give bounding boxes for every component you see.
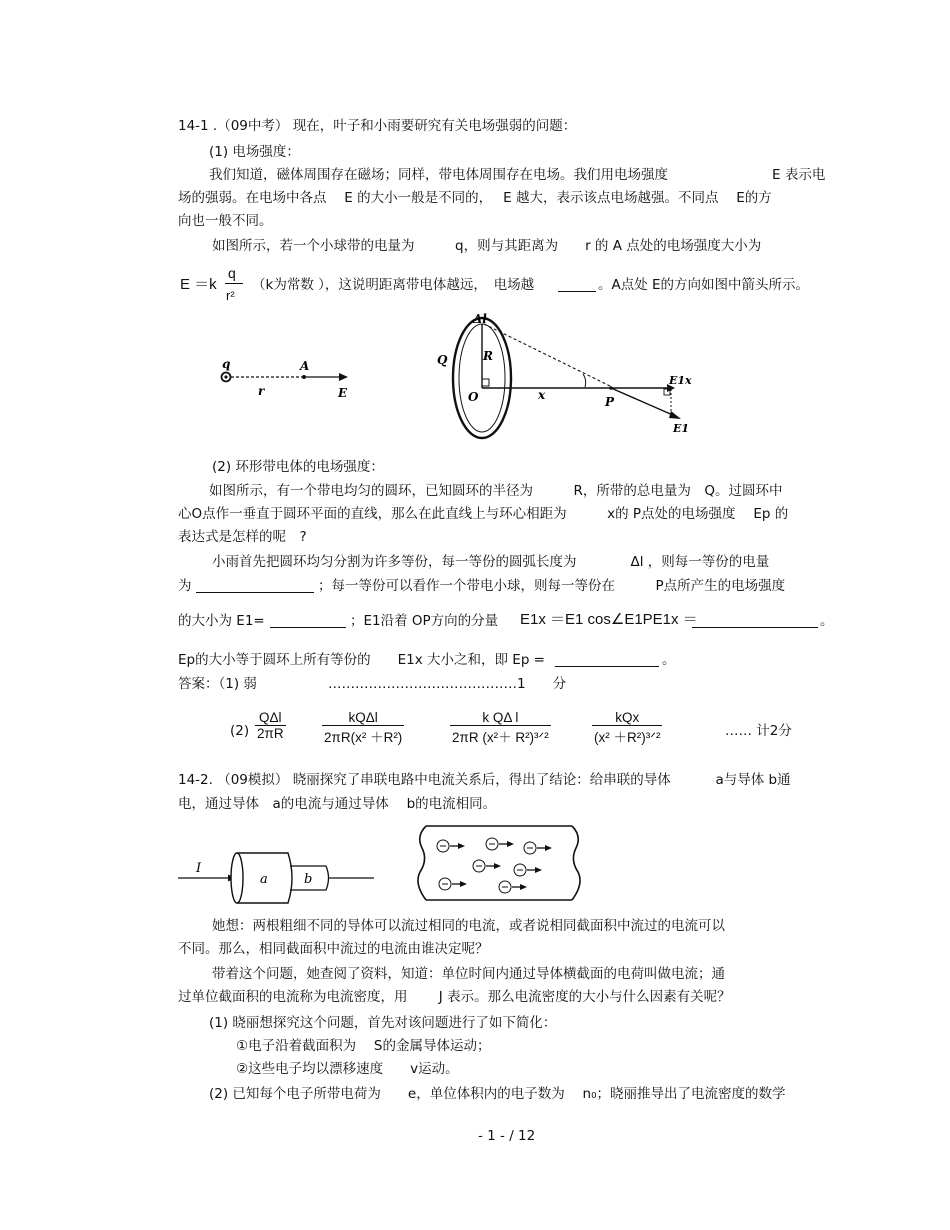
problem2-item1: ①电子沿着截面积为 S的金属导体运动； — [236, 1038, 491, 1054]
answer-fraction-2-num: kQΔl — [322, 710, 404, 726]
problem2-header-line2: 电，通过导体 a的电流与通过导体 b的电流相同。 — [178, 796, 497, 812]
problem2-header-line1: 14-2. （09模拟） 晓丽探究了串联电路中电流关系后，得出了结论：给串联的导体 a与导体 b通 — [178, 772, 791, 788]
formula-fraction-bar — [225, 283, 243, 284]
answer-fraction-3 — [450, 710, 551, 746]
answer-line2-score: …… 计2分 — [725, 723, 792, 739]
arrow-E-icon — [339, 373, 348, 381]
answer-fraction-1-den: 2πR — [257, 726, 284, 741]
problem1-header: 14-1 .（09中考） 现在，叶子和小雨要研究有关电场强弱的问题： — [178, 118, 577, 134]
paragraph2-line2-b: 。A点处 E的方向如图中箭头所示。 — [598, 277, 810, 293]
paragraph2-line2-a: （k为常数 ），这说明距离带电体越远， 电场越 — [252, 277, 535, 293]
answer-fraction-1-num: QΔl — [255, 710, 286, 726]
label-Q: Q — [437, 353, 448, 367]
paragraph1-line2: 场的强弱。在电场中各点 E 的大小一般是不同的， E 越大，表示该点电场越强。不同点 E的方 — [178, 190, 772, 206]
section1-title: (1) 电场强度： — [209, 144, 300, 160]
formula-E1x: E1x ＝E1 cos∠E1PE1x ＝ — [520, 611, 698, 628]
answer-blank-E1 — [270, 613, 346, 628]
label-O: O — [468, 390, 479, 404]
paragraph4-line4-end: 。 — [662, 652, 676, 668]
paragraph2-line1: 如图所示，若一个小球带的电量为 q，则与其距离为 r 的 A 点处的电场强度大小为 — [212, 238, 762, 254]
electron-icon — [473, 860, 501, 872]
formula-q: q — [228, 265, 236, 281]
figure-conductors — [176, 840, 381, 910]
answer-line2-label: (2) — [230, 723, 250, 739]
electron-icon — [437, 840, 465, 852]
label-r: r — [258, 384, 265, 398]
section2-title: (2) 环形带电体的电场强度： — [212, 459, 384, 475]
answer-fraction-4-num: kQx — [592, 710, 662, 726]
problem2-item2: ②这些电子均以漂移速度 v运动。 — [236, 1061, 459, 1077]
paragraph4-line3-a: 的大小为 E1= — [178, 613, 265, 629]
paragraph3-line1: 如图所示，有一个带电均匀的圆环，已知圆环的半径为 R，所带的总电量为 Q。过圆环中 — [209, 483, 783, 499]
paragraph4-line3-b: ；E1沿着 OP方向的分量 — [350, 613, 499, 629]
electron-icon — [524, 842, 552, 854]
label-x: x — [538, 388, 546, 402]
answer-fraction-2 — [322, 710, 404, 746]
electron-icon — [514, 864, 542, 876]
electron-icon — [499, 881, 527, 893]
answer-blank-Ep — [555, 652, 659, 667]
answer-fraction-1 — [255, 710, 286, 741]
formula-r2: r² — [226, 288, 235, 303]
answer-blank-E1x — [692, 613, 818, 628]
formula-E-prefix: E ＝k — [180, 276, 217, 293]
paragraph3-line3: 表达式是怎样的呢 ? — [178, 529, 307, 545]
figure-charged-ring — [435, 312, 705, 442]
paragraph4-line2-b: ；每一等份可以看作一个带电小球，则每一等份在 P点所产生的电场强度 — [318, 578, 786, 594]
label-q: q — [222, 357, 231, 371]
answer-fraction-4-den: (x² ＋R²)³ᐟ² — [594, 730, 661, 745]
paragraph1-line1-E: E 表示电 — [772, 167, 826, 183]
electron-icon — [486, 838, 514, 850]
label-a: a — [260, 872, 268, 887]
answer-fraction-2-den: 2πR(x² ＋R²) — [324, 730, 403, 745]
paragraph4-line4-a: Ep的大小等于圆环上所有等份的 E1x 大小之和，即 Ep = — [178, 652, 545, 668]
answer-blank-weak — [558, 277, 596, 292]
paragraph4-line3-end: 。 — [820, 613, 834, 629]
label-A: A — [300, 359, 310, 373]
paragraph4-line1: 小雨首先把圆环均匀分割为许多等份，每一等份的圆弧长度为 Δl ，则每一等份的电量 — [212, 554, 770, 570]
paragraph4-line2-a: 为 — [178, 578, 192, 594]
figure-electron-flow — [412, 822, 590, 904]
answer-line1-score: ……………………………………1 分 — [328, 676, 567, 692]
problem2-paragraph1-line2: 不同。那么，相同截面积中流过的电流由谁决定呢？ — [178, 941, 489, 957]
answer-fraction-4 — [592, 710, 662, 746]
problem2-paragraph2-line2: 过单位截面积的电流称为电流密度，用 J 表示。那么电流密度的大小与什么因素有关呢？ — [178, 989, 731, 1005]
label-E1x: E1x — [669, 374, 692, 387]
answer-fraction-3-den: 2πR (x²＋ R²)³ᐟ² — [452, 730, 549, 745]
problem2-paragraph1-line1: 她想：两根粗细不同的导体可以流过相同的电流，或者说相同截面积中流过的电流可以 — [212, 918, 725, 934]
paragraph1-line3: 向也一般不同。 — [178, 213, 273, 229]
page-footer: - 1 - / 12 — [478, 1128, 536, 1144]
label-R: R — [483, 349, 493, 363]
label-delta-l: Δl — [473, 312, 487, 326]
label-E1: E1 — [673, 422, 690, 435]
paragraph1-line1: 我们知道，磁体周围存在磁场；同样，带电体周围存在电场。我们用电场强度 — [209, 167, 668, 183]
figure-point-charge — [210, 355, 370, 405]
label-b: b — [304, 872, 313, 887]
problem2-paragraph4: (2) 已知每个电子所带电荷为 e，单位体积内的电子数为 n₀；晓丽推导出了电流密度的数学 — [209, 1086, 786, 1102]
problem2-paragraph2-line1: 带着这个问题，她查阅了资料，知道：单位时间内通过导体横截面的电荷叫做电流；通 — [212, 966, 725, 982]
electron-icon — [439, 878, 467, 890]
problem2-paragraph3: (1) 晓丽想探究这个问题，首先对该问题进行了如下简化： — [209, 1015, 557, 1031]
label-E: E — [338, 386, 348, 400]
label-I: I — [196, 861, 202, 876]
paragraph3-line2: 心O点作一垂直于圆环平面的直线，那么在此直线上与环心相距为 x的 P点处的电场强度 Ep 的 — [178, 506, 789, 522]
label-P: P — [605, 395, 615, 409]
answer-line1: 答案：（1) 弱 — [178, 676, 257, 692]
answer-blank-charge — [196, 578, 314, 593]
answer-fraction-3-num: k QΔ l — [450, 710, 551, 726]
